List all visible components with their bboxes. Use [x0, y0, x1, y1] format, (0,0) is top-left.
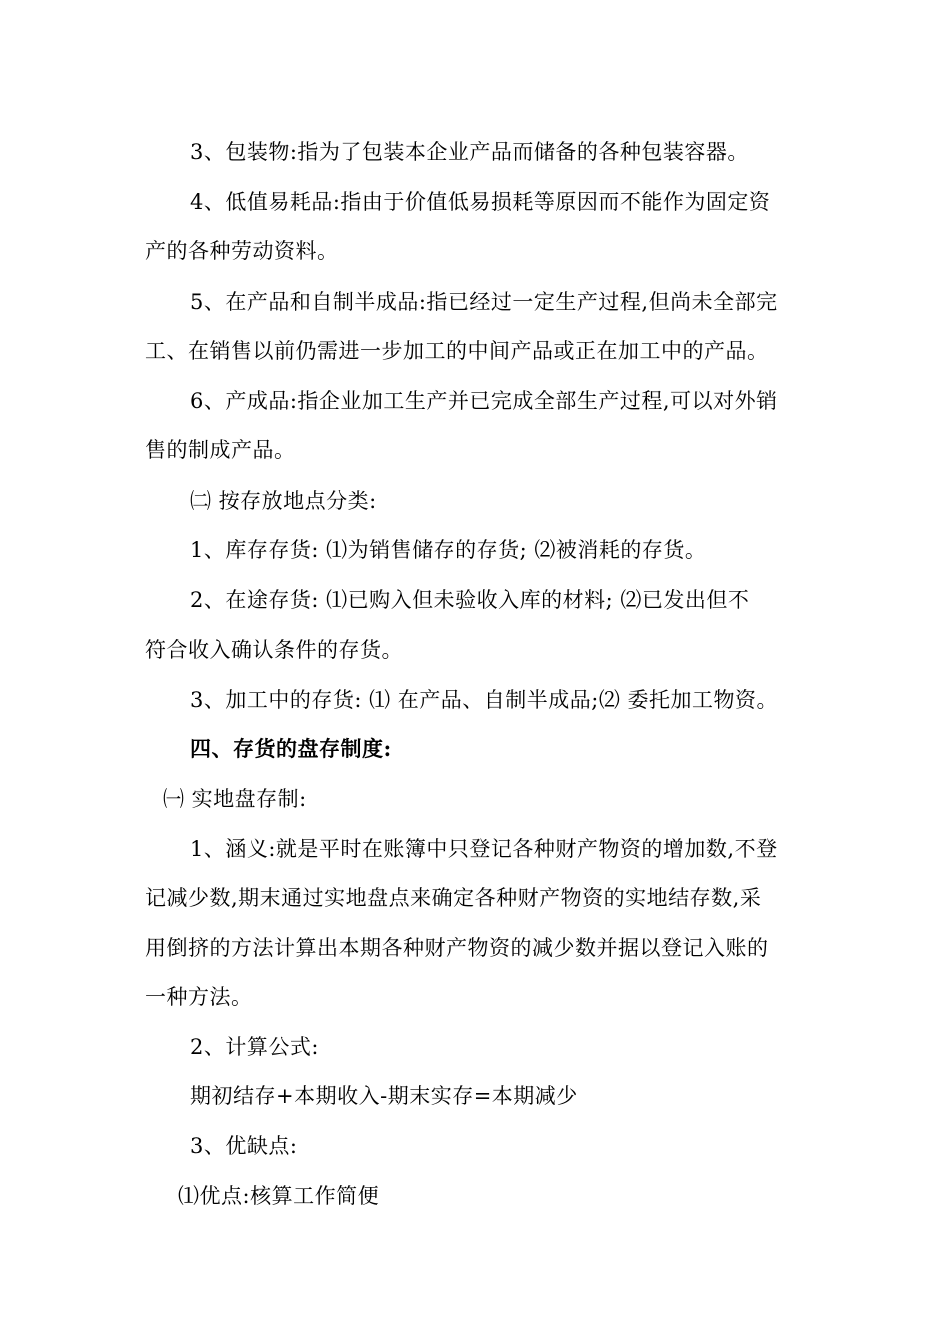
text-line-definition-cont-1: 记减少数,期末通过实地盘点来确定各种财产物资的实地结存数,采 — [145, 886, 762, 910]
text-line-definition-cont-3: 一种方法。 — [145, 985, 253, 1009]
text-line-formula-label: 2、计算公式: — [190, 1035, 319, 1059]
chapter-heading-inventory-system: 四、存货的盘存制度: — [190, 736, 392, 761]
text-line-formula: 期初结存+本期收入-期末实存=本期减少 — [190, 1084, 578, 1108]
text-line-advantage: ⑴优点:核算工作简便 — [178, 1184, 380, 1208]
text-line-in-transit: 2、在途存货: ⑴已购入但未验收入库的材料; ⑵已发出但不 — [190, 588, 750, 612]
text-line-in-process: 3、加工中的存货: ⑴ 在产品、自制半成品;⑵ 委托加工物资。 — [190, 688, 779, 712]
text-line-packaging: 3、包装物:指为了包装本企业产品而储备的各种包装容器。 — [190, 140, 749, 164]
text-line-definition-cont-2: 用倒挤的方法计算出本期各种财产物资的减少数并据以登记入账的 — [145, 936, 769, 960]
text-line-definition: 1、涵义:就是平时在账簿中只登记各种财产物资的增加数,不登 — [190, 837, 778, 861]
text-line-low-value-consumables: 4、低值易耗品:指由于价值低易损耗等原因而不能作为固定资 — [190, 190, 771, 214]
text-line-low-value-consumables-cont: 产的各种劳动资料。 — [145, 239, 339, 263]
section-heading-by-location: ㈡ 按存放地点分类: — [190, 489, 377, 513]
text-line-work-in-progress-cont: 工、在销售以前仍需进一步加工的中间产品或正在加工中的产品。 — [145, 339, 769, 363]
text-line-pros-cons: 3、优缺点: — [190, 1134, 298, 1158]
text-line-finished-goods: 6、产成品:指企业加工生产并已完成全部生产过程,可以对外销 — [190, 389, 778, 413]
section-heading-periodic-inventory: ㈠ 实地盘存制: — [163, 787, 307, 811]
text-line-stock-inventory: 1、库存存货: ⑴为销售储存的存货; ⑵被消耗的存货。 — [190, 538, 707, 562]
text-line-finished-goods-cont: 售的制成产品。 — [145, 438, 296, 462]
text-line-work-in-progress: 5、在产品和自制半成品:指已经过一定生产过程,但尚未全部完 — [190, 290, 778, 314]
text-line-in-transit-cont: 符合收入确认条件的存货。 — [145, 638, 403, 662]
